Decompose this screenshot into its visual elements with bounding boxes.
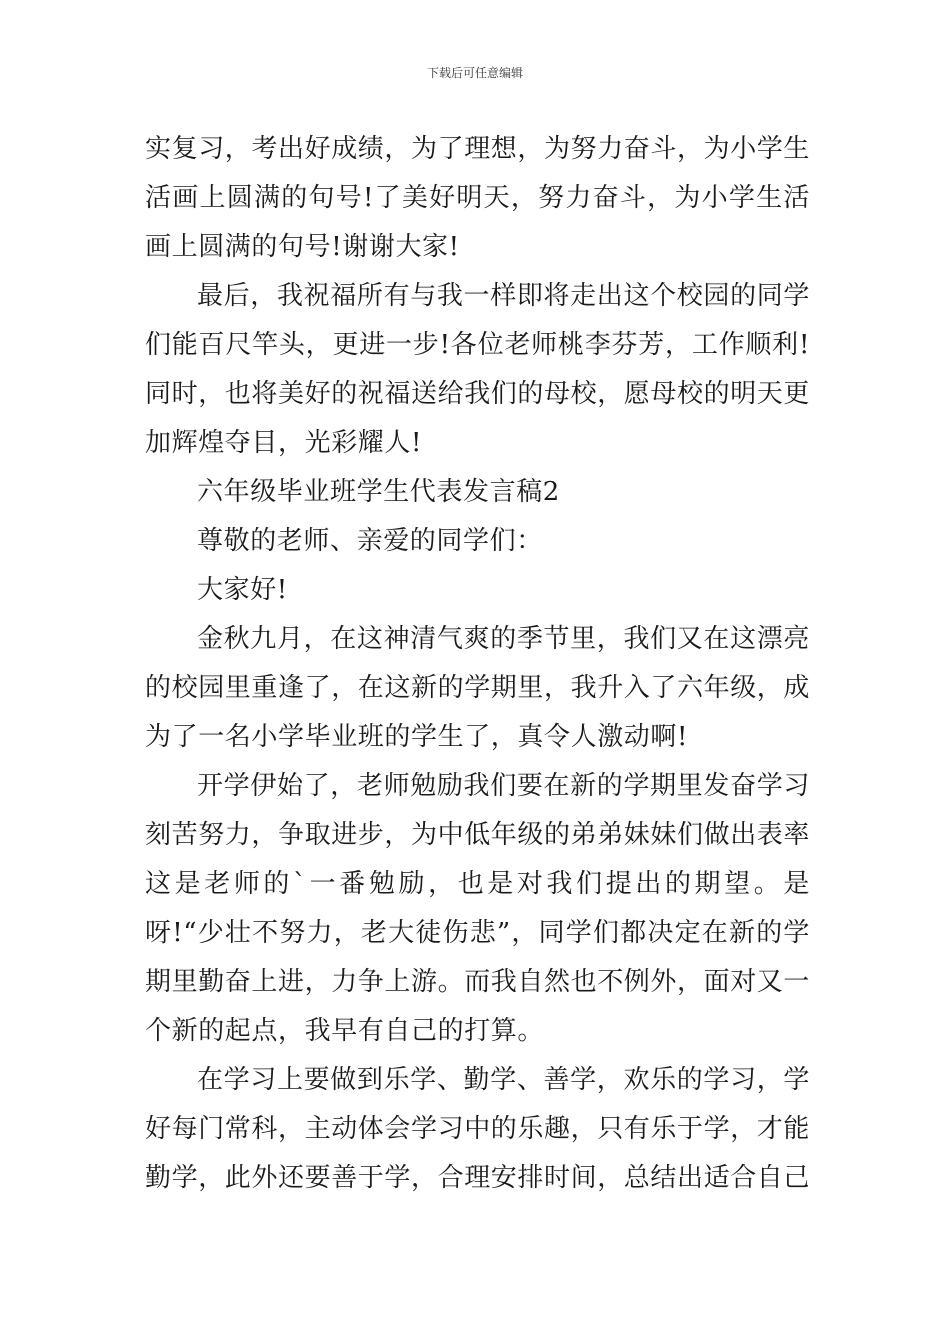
section-heading: 六年级毕业班学生代表发言稿2 (197, 477, 560, 507)
paragraph: 最后，我祝福所有与我一样即将走出这个校园的同学们能百尺竿头，更进一步!各位老师桃李芬芳，工作顺利!同时，也将美好的祝福送给我们的母校，愿母校的明天更加辉煌夺目，光彩耀人! (145, 281, 811, 458)
salutation: 尊敬的老师、亲爱的同学们： (197, 526, 543, 556)
document-body (145, 125, 810, 1203)
paragraph: 在学习上要做到乐学、勤学、善学，欢乐的学习，学好每门常科，主动体会学习中的乐趣，只有乐于学，才能勤学，此外还要善于学，合理安排时间，总结出适合自己 (145, 1065, 811, 1193)
paragraph: 实复习，考出好成绩，为了理想，为努力奋斗，为小学生活画上圆满的句号!了美好明天，努力奋斗，为小学生活画上圆满的句号!谢谢大家! (145, 134, 811, 262)
paragraph: 开学伊始了，老师勉励我们要在新的学期里发奋学习刻苦努力，争取进步，为中低年级的弟弟妹妹们做出表率这是老师的`一番勉励，也是对我们提出的期望。是呀!“少壮不努力，老大徒伤悲”，同学们都决定在新的学期里勤奋上进，力争上游。而我自然也不例外，面对又一个新的起点，我早有自己的打算。 (145, 771, 811, 1046)
page-header: 下载后可任意编辑 (426, 66, 523, 80)
greeting: 大家好! (197, 575, 288, 605)
paragraph: 金秋九月，在这神清气爽的季节里，我们又在这漂亮的校园里重逢了，在这新的学期里，我升入了六年级，成为了一名小学毕业班的学生了，真令人激动啊! (145, 624, 811, 752)
